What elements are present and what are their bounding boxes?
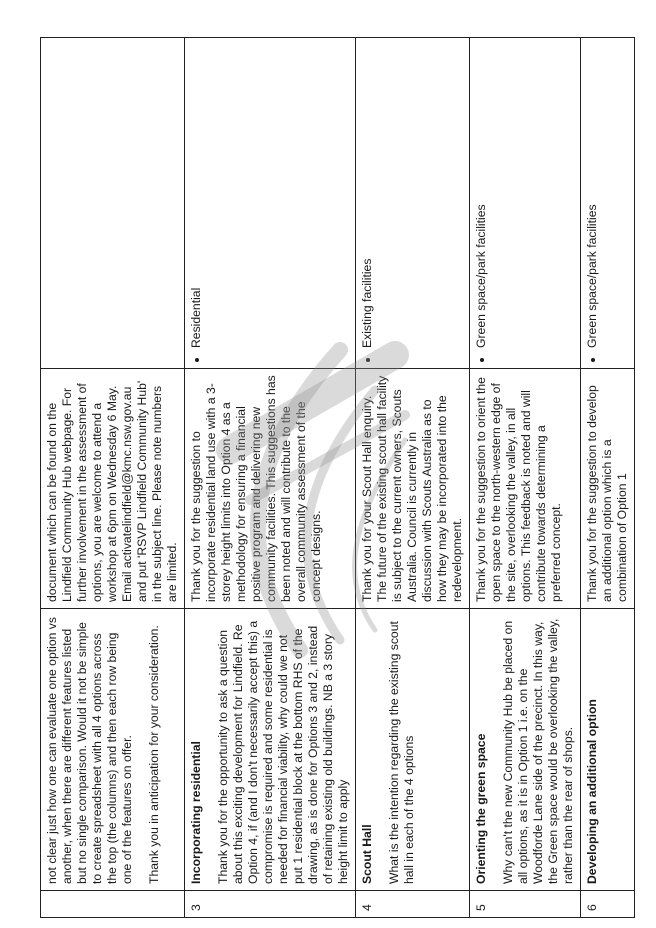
table-row [41,38,185,918]
question-cell [41,609,185,891]
category-cell [470,38,581,369]
category-item: • Existing facilities [360,44,375,348]
table-row [581,38,635,918]
question-cell [356,609,470,891]
response-cell: Thank you for the suggestion to incorporate residential land use with a 3-storey height limits into Option 4 as a methodology for ensuring a financial positive program and delivering new community facilities. This suggestions has been noted and will contribute to the overall community assessment of the concept designs. [185,369,356,609]
category-cell [185,38,356,369]
question-cell [470,609,581,891]
question-paragraph: Why can't the new Community Hub be placed on all options, as it is in Option 1 i.e. on the Woodforde Lane side of the precinct. In this way, the Green space would be overlooking the valley, rather than the rear of shops. [501,618,575,884]
question-title: Scout Hall [360,824,374,884]
question-title: Developing an additional option [585,699,599,884]
table-row [470,38,581,918]
question-paragraph: What is the intention regarding the existing scout hall in each of the 4 options [387,621,416,884]
category-cell [356,38,470,369]
response-cell: Thank you for your Scout Hall enquiry. The future of the existing scout hall facility is subject to the current owners, Scouts Australia. Council is currently in discussion with Scouts Australia as to how they may be incorporated into the redevelopment. [356,369,470,609]
question-paragraph: Thank you for the opportunity to ask a question about this exciting development for Lindfield. Re Option 4, if (and I don't necessarily accept this) a compromise is required and some residential is needed for financial viability, why could we not put 1 residential block at the bottom RHS of the drawing, as is done for Options 3 and 2, instead of retaining existing old buildings. NB a 3 story height limit to apply [216,620,350,884]
question-title: Orienting the green space [474,733,488,884]
question-cell [185,609,356,891]
response-cell: document which can be found on the Lindfield Community Hub webpage. For further involvement in the assessment of options, you are welcome to attend a workshop at 6pm on Wednesday 6 May. Email activatelindfield@kmc.nsw.gov.au and put 'RSVP Lindfield Community Hub' in the subject line. Please note numbers are limited. [41,369,185,609]
response-cell: Thank you for the suggestion to orient the open space to the north-western edge of the site, overlooking the valley, in all options. This feedback is noted and will contribute towards determining a preferred concept. [470,369,581,609]
question-cell [581,609,635,891]
question-title: Incorporating residential [189,741,203,884]
category-item: • Green space/park facilities [585,44,600,348]
category-cell [41,38,185,369]
category-cell [581,38,635,369]
feedback-table [40,37,635,918]
table-row [185,38,356,918]
row-number: 6 [581,891,635,918]
rotated-page [40,38,630,918]
row-number: 5 [470,891,581,918]
table-row [356,38,470,918]
question-paragraph: not clear just how one can evaluate one option vs another, when there are different features listed but no single comparison. Would it not be simple to create spreadsheet with all 4 options across the top (the columns) and then each row being one of the features on offer. [45,617,134,884]
response-cell: Thank you for the suggestion to develop an additional option which is a combination of Option 1 [581,369,635,609]
question-paragraph: Thank you in anticipation for your consideration. [147,625,161,884]
category-item: • Residential [189,44,204,348]
category-item: • Green space/park facilities [474,44,489,348]
row-number: 3 [185,891,356,918]
row-number [41,891,185,918]
row-number: 4 [356,891,470,918]
